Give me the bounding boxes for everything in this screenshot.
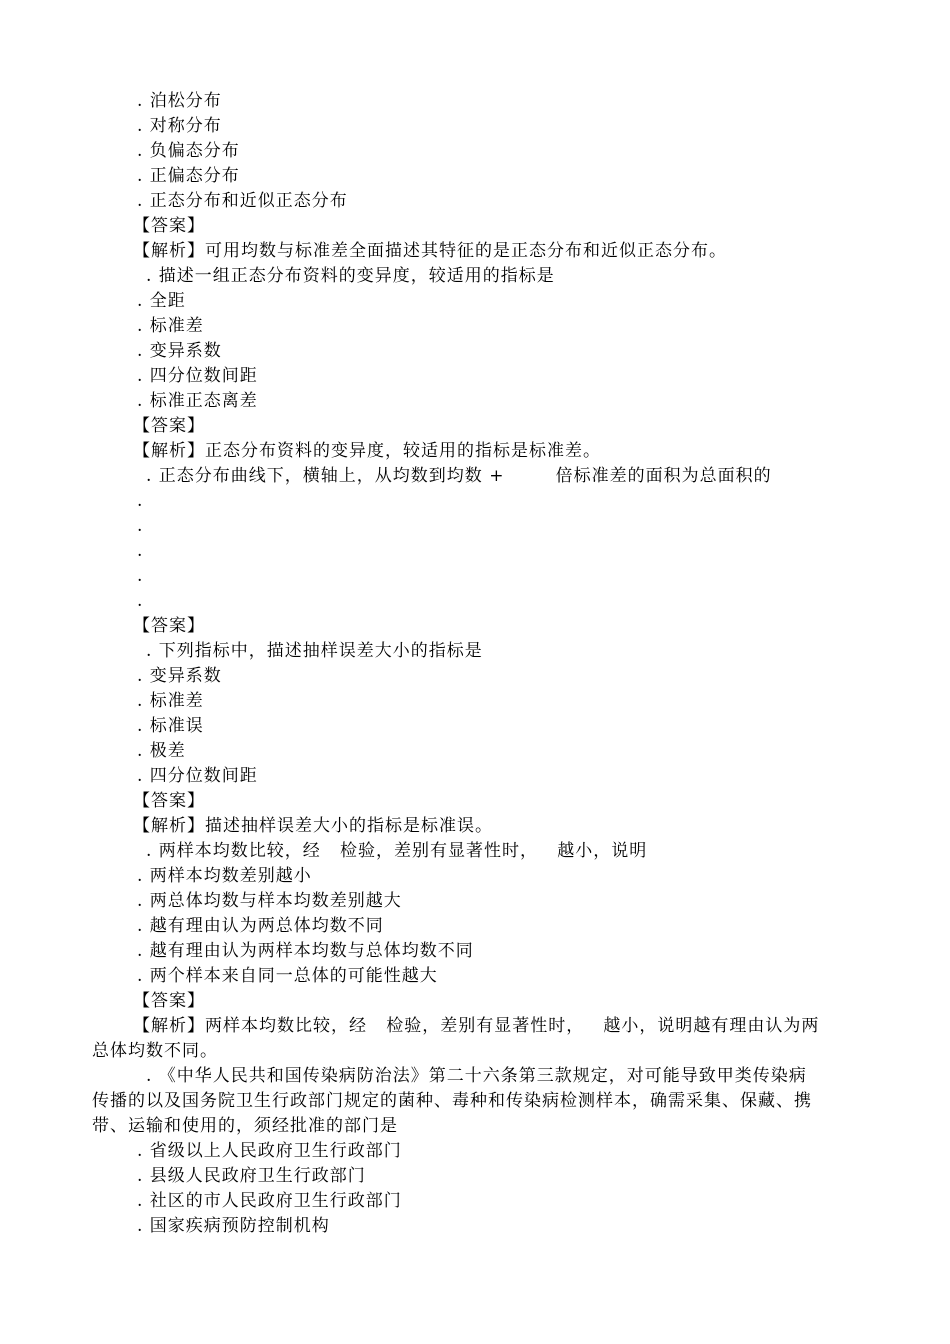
answer-label: 【答案】 (133, 216, 205, 236)
option-line: . (137, 591, 144, 611)
option-line: . 国家疾病预防控制机构 (137, 1216, 330, 1236)
question-line: 带、运输和使用的，须经批准的部门是 (92, 1116, 398, 1136)
explanation-line: 【解析】描述抽样误差大小的指标是标准误。 (133, 816, 493, 836)
option-line: . (137, 516, 144, 536)
option-line: . 越有理由认为两总体均数不同 (137, 916, 384, 936)
explanation-line: 【解析】两样本均数比较，经 检验，差别有显著性时， 越小，说明越有理由认为两 (133, 1016, 820, 1036)
question-line: . 两样本均数比较，经 检验，差别有显著性时， 越小，说明 (146, 841, 648, 861)
option-line: . 县级人民政府卫生行政部门 (137, 1166, 366, 1186)
option-line: . 变异系数 (137, 666, 222, 686)
explanation-line: 【解析】正态分布资料的变异度，较适用的指标是标准差。 (133, 441, 601, 461)
question-line: . 《中华人民共和国传染病防治法》第二十六条第三款规定，对可能导致甲类传染病 (146, 1066, 807, 1086)
option-line: . 四分位数间距 (137, 766, 258, 786)
option-line: . 负偏态分布 (137, 141, 240, 161)
option-line: . 两个样本来自同一总体的可能性越大 (137, 966, 438, 986)
option-line: . 四分位数间距 (137, 366, 258, 386)
option-line: . 省级以上人民政府卫生行政部门 (137, 1141, 402, 1161)
option-line: . 标准差 (137, 691, 204, 711)
option-line: . 标准误 (137, 716, 204, 736)
option-line: . 标准正态离差 (137, 391, 258, 411)
option-line: . (137, 541, 144, 561)
answer-label: 【答案】 (133, 616, 205, 636)
explanation-line: 总体均数不同。 (92, 1041, 218, 1061)
question-line: 传播的以及国务院卫生行政部门规定的菌种、毒种和传染病检测样本，确需采集、保藏、携 (92, 1091, 812, 1111)
option-line: . 越有理由认为两样本均数与总体均数不同 (137, 941, 474, 961)
option-line: . (137, 566, 144, 586)
option-line: . 泊松分布 (137, 91, 222, 111)
option-line: . 两样本均数差别越小 (137, 866, 312, 886)
question-line: . 下列指标中，描述抽样误差大小的指标是 (146, 641, 483, 661)
answer-label: 【答案】 (133, 791, 205, 811)
option-line: . 社区的市人民政府卫生行政部门 (137, 1191, 402, 1211)
option-line: . 两总体均数与样本均数差别越大 (137, 891, 402, 911)
option-line: . 变异系数 (137, 341, 222, 361)
option-line: . 对称分布 (137, 116, 222, 136)
option-line: . 极差 (137, 741, 186, 761)
question-line: . 描述一组正态分布资料的变异度，较适用的指标是 (146, 266, 555, 286)
answer-label: 【答案】 (133, 416, 205, 436)
option-line: . 全距 (137, 291, 186, 311)
answer-label: 【答案】 (133, 991, 205, 1011)
option-line: . 正偏态分布 (137, 166, 240, 186)
option-line: . 正态分布和近似正态分布 (137, 191, 348, 211)
option-line: . 标准差 (137, 316, 204, 336)
explanation-line: 【解析】可用均数与标准差全面描述其特征的是正态分布和近似正态分布。 (133, 241, 727, 261)
option-line: . (137, 491, 144, 511)
question-line: . 正态分布曲线下，横轴上，从均数到均数 + 倍标准差的面积为总面积的 (146, 466, 772, 486)
